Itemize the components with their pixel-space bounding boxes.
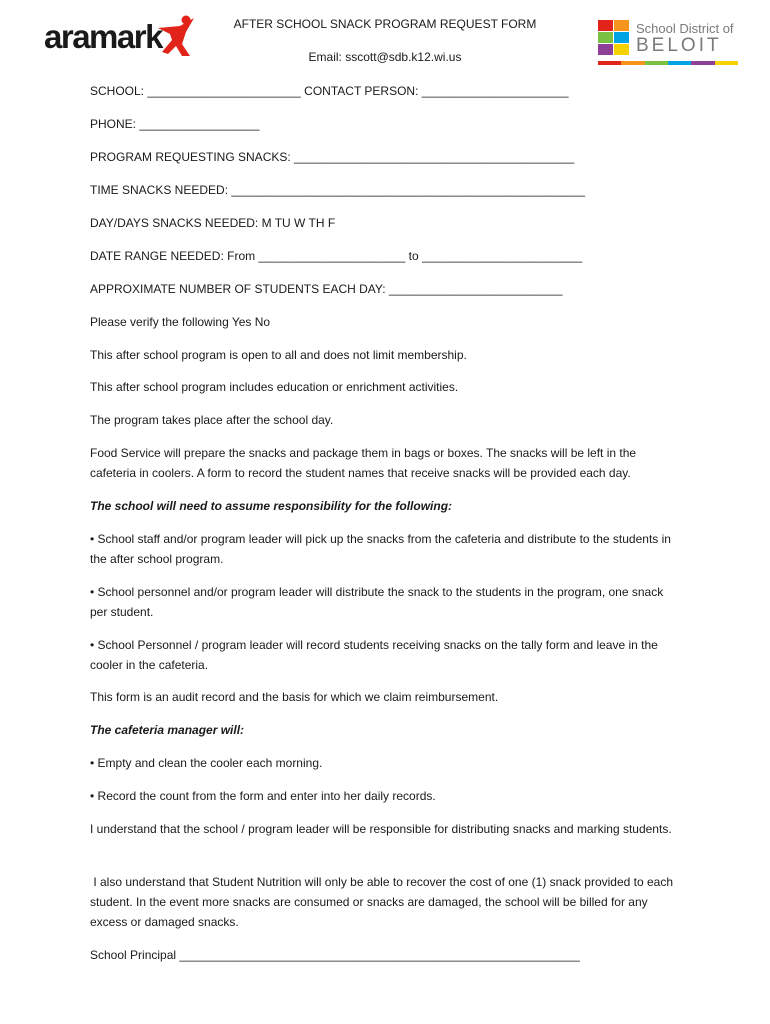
verify-item: The program takes place after the school day. (90, 413, 334, 427)
district-name-line1: School District of (636, 21, 734, 36)
district-squares-icon (598, 20, 630, 56)
program-field[interactable]: PROGRAM REQUESTING SNACKS: __________________________________________ (90, 150, 575, 164)
understanding-statement: I understand that the school / program leader will be responsible for distributing snacks and marking students. (90, 822, 672, 836)
district-name-line2: BELOIT (636, 35, 722, 56)
aramark-logo (44, 14, 196, 58)
cost-recovery-statement: I also understand that Student Nutrition will only be able to recover the cost of one (1) snack provided to each student. In the event more snacks are consumed or snacks are damaged, the school will be billed for any excess or damaged snacks. (90, 875, 677, 929)
contact-email: Email: sscott@sdb.k12.wi.us (308, 50, 462, 64)
aramark-wordmark: aramark (44, 18, 162, 55)
verify-heading: Please verify the following Yes No (90, 315, 271, 329)
verify-item: This after school program is open to all and does not limit membership. (90, 348, 467, 362)
principal-signature-field[interactable]: School Principal ____________________________________________________________ (90, 948, 580, 962)
manager-heading: The cafeteria manager will: (90, 723, 245, 737)
aramark-star-figure-icon (156, 14, 196, 58)
date-range-field[interactable]: DATE RANGE NEEDED: From ______________________ to ________________________ (90, 249, 583, 263)
days-field[interactable]: DAY/DAYS SNACKS NEEDED: M TU W TH F (90, 216, 336, 230)
school-responsibility-item: • School Personnel / program leader will record students receiving snacks on the tally form and leave in the cooler in the cafeteria. (90, 638, 658, 672)
phone-field[interactable]: PHONE: __________________ (90, 117, 260, 131)
form-header (200, 14, 570, 67)
manager-item: • Record the count from the form and enter into her daily records. (90, 789, 436, 803)
school-district-logo (598, 20, 738, 66)
school-responsibility-heading: The school will need to assume responsibility for the following: (90, 499, 453, 513)
verify-item: This after school program includes education or enrichment activities. (90, 380, 459, 394)
school-responsibility-item: • School personnel and/or program leader will distribute the snack to the students in the program, one snack per student. (90, 585, 664, 619)
food-service-paragraph: Food Service will prepare the snacks and package them in bags or boxes. The snacks will be left in the cafeteria in coolers. A form to record the student names that receive snacks will be provided each day. (90, 446, 637, 480)
audit-statement: This form is an audit record and the basis for which we claim reimbursement. (90, 690, 499, 704)
school-responsibility-item: • School staff and/or program leader will pick up the snacks from the cafeteria and distribute to the students in the after school program. (90, 532, 671, 566)
form-title: AFTER SCHOOL SNACK PROGRAM REQUEST FORM (233, 17, 537, 31)
time-field[interactable]: TIME SNACKS NEEDED: _____________________________________________________ (90, 183, 586, 197)
school-contact-field[interactable]: SCHOOL: _______________________ CONTACT PERSON: ______________________ (90, 84, 569, 98)
students-count-field[interactable]: APPROXIMATE NUMBER OF STUDENTS EACH DAY: __________________________ (90, 282, 563, 296)
manager-item: • Empty and clean the cooler each morning. (90, 756, 323, 770)
district-color-bar (598, 61, 738, 65)
